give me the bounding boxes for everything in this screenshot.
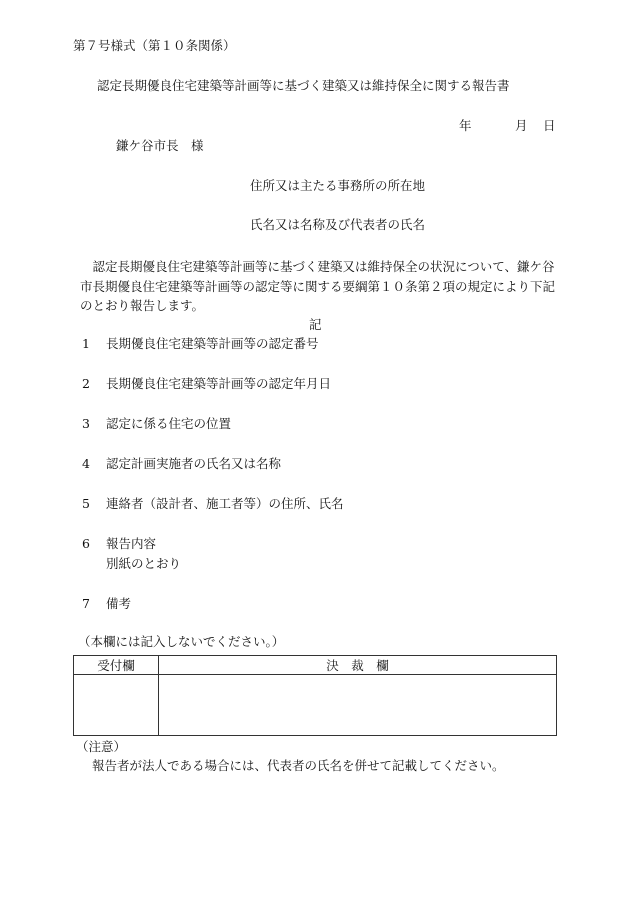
item-number: 4 [82, 456, 90, 471]
table-header-row [74, 656, 557, 675]
reception-cell [74, 675, 159, 736]
item-subtext: 別紙のとおり [106, 556, 182, 571]
item-text: 長期優良住宅建築等計画等の認定年月日 [106, 376, 332, 391]
item-number: 5 [82, 496, 90, 511]
caution-text: 報告者が法人である場合には、代表者の氏名を併せて記載してください。 [92, 758, 505, 773]
office-use-table [73, 655, 557, 736]
body-text-content: 認定長期優良住宅建築等計画等に基づく建築又は維持保全の状況について、鎌ケ谷市長期優良住宅建築等計画等の認定等に関する要綱第１０条第２項の規定により下記のとおり報告します。 [80, 259, 556, 313]
decision-column-header: 決 裁 欄 [159, 656, 557, 675]
reception-column-header: 受付欄 [74, 656, 159, 675]
item-number: 3 [82, 416, 90, 431]
date-day: 日 [543, 118, 556, 133]
item-number: 1 [82, 336, 90, 351]
office-use-note: （本欄には記入しないでください。） [78, 634, 285, 649]
date-line [459, 118, 556, 134]
caution-label: （注意） [76, 739, 127, 754]
body-text [80, 257, 556, 316]
date-month: 月 [515, 118, 528, 133]
item-number: 2 [82, 376, 90, 391]
reporter-name-label: 氏名又は名称及び代表者の氏名 [250, 217, 426, 232]
addressee: 鎌ケ谷市長 様 [116, 138, 204, 153]
item-number: 7 [82, 596, 90, 611]
item-text: 備考 [106, 596, 132, 611]
form-number: 第７号様式（第１０条関係） [73, 38, 236, 53]
date-year: 年 [459, 118, 472, 133]
item-text: 認定に係る住宅の位置 [106, 416, 232, 431]
item-text: 長期優良住宅建築等計画等の認定番号 [106, 336, 319, 351]
item-text: 報告内容 [106, 536, 157, 551]
ki-heading: 記 [309, 317, 322, 332]
document-title: 認定長期優良住宅建築等計画等に基づく建築又は維持保全に関する報告書 [97, 78, 510, 93]
item-text: 認定計画実施者の氏名又は名称 [106, 456, 282, 471]
item-number: 6 [82, 536, 90, 551]
item-text: 連絡者（設計者、施工者等）の住所、氏名 [106, 496, 344, 511]
decision-cell [159, 675, 557, 736]
reporter-address-label: 住所又は主たる事務所の所在地 [250, 178, 426, 193]
table-row [74, 675, 557, 736]
